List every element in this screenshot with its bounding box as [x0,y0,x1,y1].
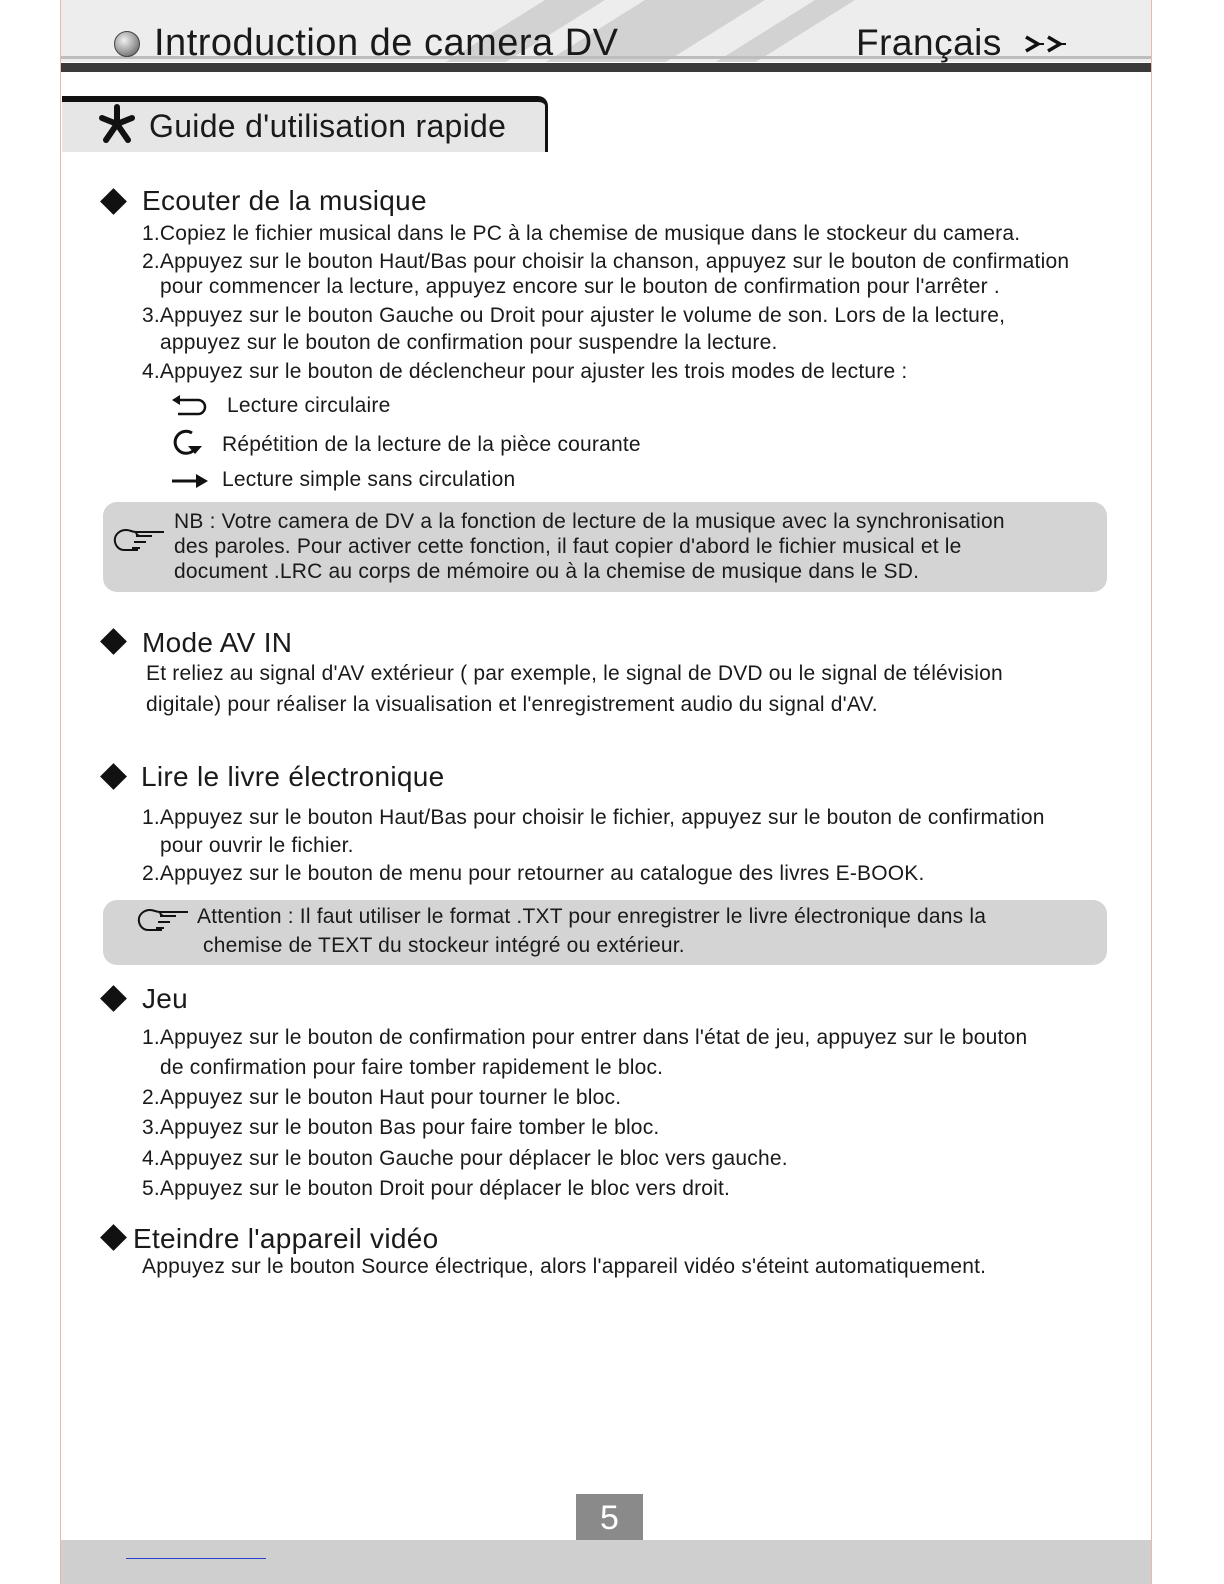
off-line: Appuyez sur le bouton Source électrique, alors l'appareil vidéo s'éteint automatiquement. [142,1255,987,1278]
game-line: 5.Appuyez sur le bouton Droit pour déplacer le bloc vers droit. [142,1177,731,1200]
game-line: 3.Appuyez sur le bouton Bas pour faire tomber le bloc. [142,1116,660,1139]
loop-icon [170,394,210,418]
game-line: 1.Appuyez sur le bouton de confirmation pour entrer dans l'état de jeu, appuyez sur le bouton [142,1026,1028,1049]
note-line: NB : Votre camera de DV a la fonction de lecture de la musique avec la synchronisation [174,510,1005,533]
av-line: digitale) pour réaliser la visualisation et l'enregistrement audio du signal d'AV. [146,693,878,716]
note-line: Attention : Il faut utiliser le format .TXT pour enregistrer le livre électronique dans la [197,905,987,928]
section-title-av: Mode AV IN [142,627,293,658]
section-title-game: Jeu [142,983,189,1014]
language-label: Français [856,22,1002,63]
note-line: chemise de TEXT du stockeur intégré ou extérieur. [203,934,685,957]
ebook-line: 2.Appuyez sur le bouton de menu pour retourner au catalogue des livres E-BOOK. [142,862,925,885]
music-line: 2.Appuyez sur le bouton Haut/Bas pour choisir la chanson, appuyez sur le bouton de confirmation [142,250,1070,273]
footer-link-underline [126,1558,266,1559]
game-line: 4.Appuyez sur le bouton Gauche pour déplacer le bloc vers gauche. [142,1147,788,1170]
mode-label-single: Lecture simple sans circulation [222,468,516,491]
section-title-off: Eteindre l'appareil vidéo [133,1223,439,1254]
pointing-hand-icon [136,906,190,934]
asterisk-icon [98,104,136,144]
music-line: 1.Copiez le fichier musical dans le PC à la chemise de musique dans le stockeur du camera. [142,222,1021,245]
arrow-right-icon [170,470,210,492]
music-line: 3.Appuyez sur le bouton Gauche ou Droit pour ajuster le volume de son. Lors de la lecture, [142,304,1006,327]
section-title-ebook: Lire le livre électronique [141,761,445,792]
ebook-line: pour ouvrir le fichier. [160,834,354,857]
title-bullet-icon [114,31,140,57]
section-title-music: Ecouter de la musique [142,185,427,216]
footer-band [61,1540,1151,1584]
av-line: Et reliez au signal d'AV extérieur ( par exemple, le signal de DVD ou le signal de télévision [146,662,1003,685]
page-title: Introduction de camera DV [154,22,619,64]
page-number: 5 [576,1494,643,1540]
double-chevron-icon [1024,34,1068,54]
repeat-one-icon [168,428,208,458]
mode-label-repeat: Répétition de la lecture de la pièce courante [222,433,641,456]
music-line: 4.Appuyez sur le bouton de déclencheur pour ajuster les trois modes de lecture : [142,360,908,383]
note-line: document .LRC au corps de mémoire ou à la chemise de musique dans le SD. [174,560,920,583]
game-line: de confirmation pour faire tomber rapidement le bloc. [160,1056,664,1079]
ebook-line: 1.Appuyez sur le bouton Haut/Bas pour choisir le fichier, appuyez sur le bouton de confirmation [142,806,1045,829]
music-line: appuyez sur le bouton de confirmation pour suspendre la lecture. [160,331,778,354]
game-line: 2.Appuyez sur le bouton Haut pour tourner le bloc. [142,1086,622,1109]
note-line: des paroles. Pour activer cette fonction, il faut copier d'abord le fichier musical et le [174,535,962,558]
pointing-hand-icon [112,526,166,554]
mode-label-loop: Lecture circulaire [227,394,391,417]
guide-title: Guide d'utilisation rapide [149,108,507,144]
music-line: pour commencer la lecture, appuyez encore sur le bouton de confirmation pour l'arrêter . [160,275,1000,298]
